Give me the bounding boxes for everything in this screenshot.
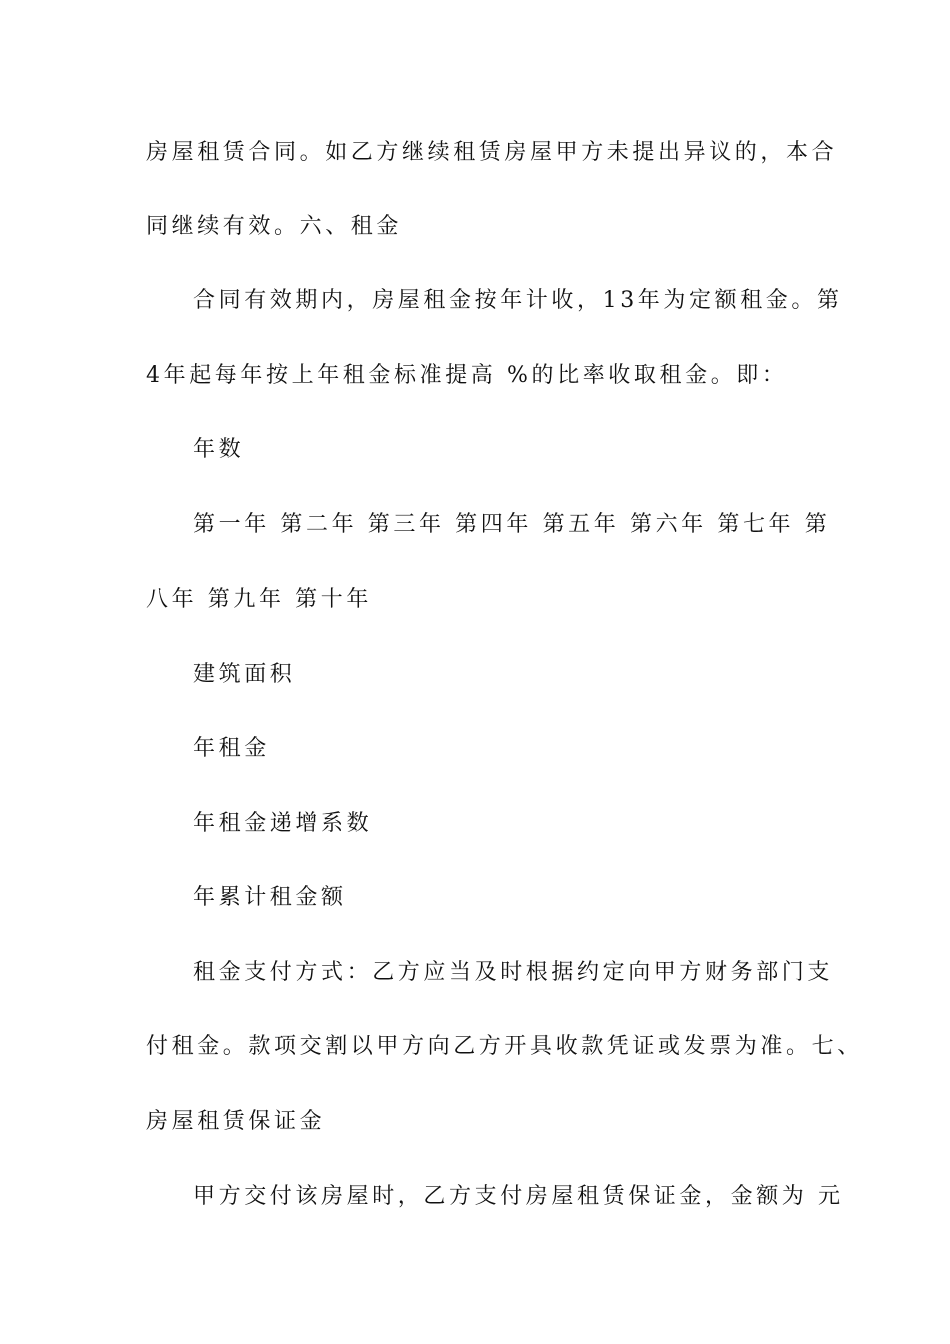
table-row-label: 年租金 xyxy=(193,736,270,761)
table-row-label: 年租金递增系数 xyxy=(193,811,373,836)
table-row-label: 年数 xyxy=(193,437,245,462)
paragraph-line: 付租金。款项交割以甲方向乙方开具收款凭证或发票为准。七、 xyxy=(146,1034,863,1059)
paragraph-line: 同继续有效。六、租金 xyxy=(146,214,403,239)
paragraph-line: 甲方交付该房屋时，乙方支付房屋租赁保证金，金额为 元 xyxy=(193,1184,844,1209)
table-row-label: 年累计租金额 xyxy=(193,885,347,910)
paragraph-line: 租金支付方式：乙方应当及时根据约定向甲方财务部门支 xyxy=(193,960,834,985)
table-row-label: 建筑面积 xyxy=(193,662,296,687)
paragraph-line: 合同有效期内，房屋租金按年计收，13年为定额租金。第 xyxy=(193,288,843,313)
paragraph-line: 房屋租赁合同。如乙方继续租赁房屋甲方未提出异议的，本合 xyxy=(146,140,838,165)
paragraph-line: 八年 第九年 第十年 xyxy=(146,587,372,612)
paragraph-line: 第一年 第二年 第三年 第四年 第五年 第六年 第七年 第 xyxy=(193,512,831,537)
paragraph-line: 4年起每年按上年租金标准提高 %的比率收取租金。即： xyxy=(146,363,788,388)
section-heading: 房屋租赁保证金 xyxy=(146,1109,326,1134)
